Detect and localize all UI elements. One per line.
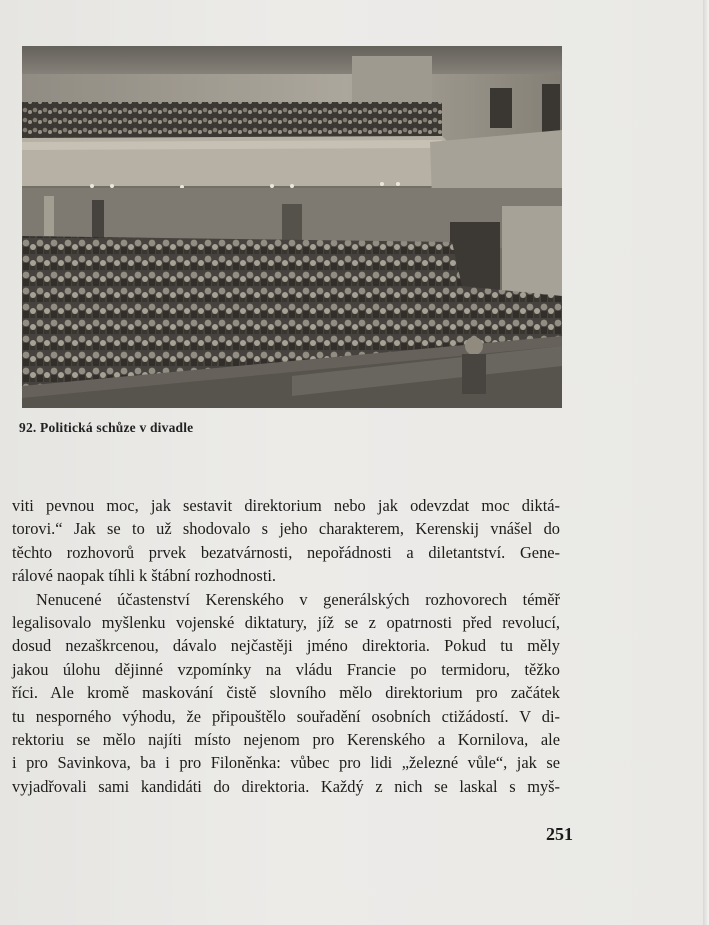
audience-illustration [22, 46, 562, 408]
figure-caption: 92. Politická schůze v divadle [19, 420, 194, 435]
page-number: 251 [546, 824, 573, 844]
text-line: dosud nezaškrcenou, dávalo nejčastěji jméno direktoria. Pokud tu měly [12, 636, 560, 656]
text-line: Nenucené účastenství Kerenského v generálských rozhovorech téměř [36, 589, 560, 609]
body-text [12, 494, 560, 798]
text-line: jakou úlohu dějinné vzpomínky na vládu Francie po termidoru, těžko [12, 659, 560, 679]
text-line: torovi.“ Jak se to už shodovalo s jeho charakterem, Kerenskij vnášel do [12, 519, 560, 539]
text-line: legalisovalo myšlenku vojenské diktatury, jíž se z opatrnosti před revolucí, [12, 612, 560, 632]
text-line: rálové naopak tíhli k štábní rozhodnosti. [12, 566, 277, 586]
text-line: i pro Savinkova, ba i pro Filoněnka: vůbec pro lidi „železné vůle“, jak se [12, 753, 560, 773]
text-line: viti pevnou moc, jak sestavit direktorium nebo jak odevzdat moc diktá- [12, 496, 560, 515]
text-line: říci. Ale kromě maskování čistě slovního mělo direktorium pro začátek [12, 683, 560, 703]
text-line: vyjadřovali sami kandidáti do direktoria. Každý z nich se laskal s myš- [12, 776, 560, 796]
theater-photo [22, 46, 562, 408]
page-edge [703, 0, 709, 925]
text-line: těchto rozhovorů prvek bezatvárnosti, nepořádnosti a diletantství. Gene- [12, 542, 560, 562]
text-line: tu nesporného výhodu, že připouštělo souřadění osobních ctižádostí. V di- [12, 706, 560, 726]
text-line: rektoriu se mělo najíti místo nejenom pro Kerenského a Kornilova, ale [12, 729, 560, 749]
